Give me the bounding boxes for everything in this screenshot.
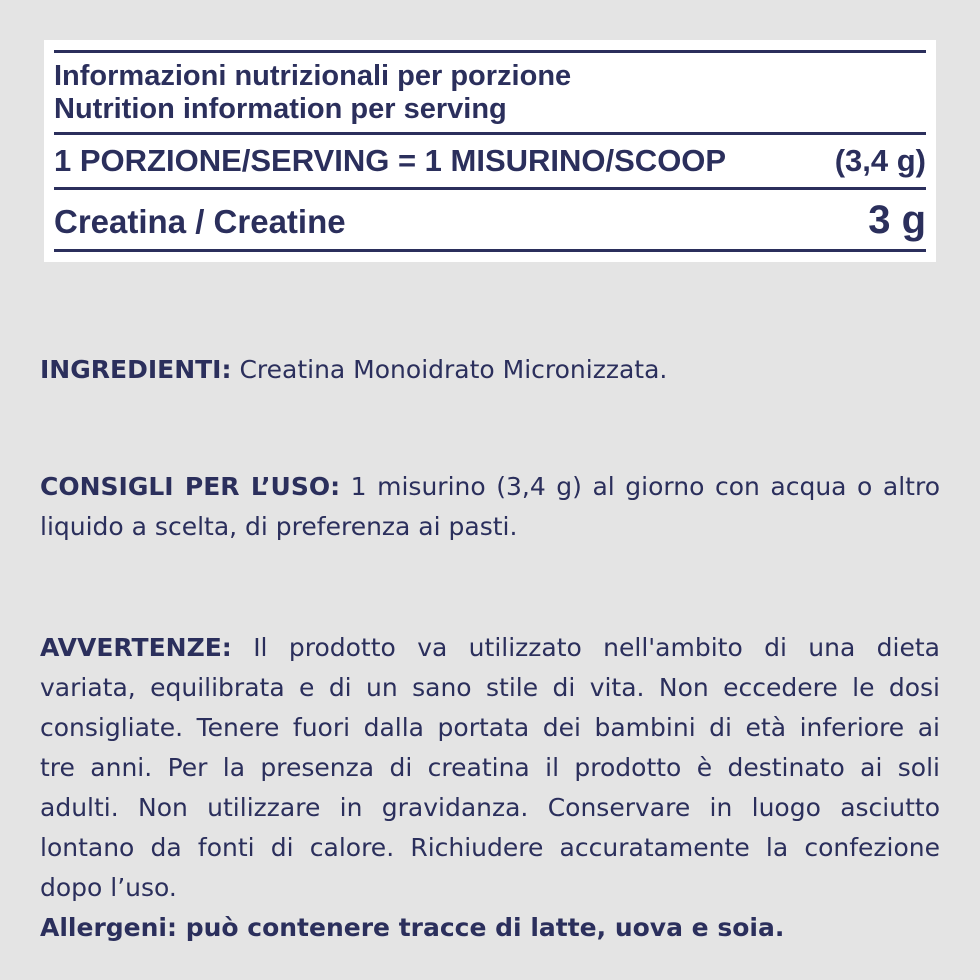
ingredients-label: INGREDIENTI: xyxy=(40,355,232,384)
usage-section xyxy=(40,467,940,547)
warnings-line-5: adulti. Non utilizzare in gravidanza. Conservare in luogo asciutto xyxy=(40,793,940,822)
nutrient-amount: 3 g xyxy=(868,198,926,242)
warnings-line-3: consigliate. Tenere fuori dalla portata dei bambini di età inferiore ai xyxy=(40,713,940,742)
warnings-section xyxy=(40,628,940,948)
usage-line-1: 1 misurino (3,4 g) al giorno con acqua o altro xyxy=(350,472,940,501)
warnings-line-6: lontano da fonti di calore. Richiudere accuratamente la confezione xyxy=(40,833,940,862)
nutrition-table xyxy=(44,40,936,262)
usage-label: CONSIGLI PER L’USO: xyxy=(40,472,341,501)
allergens-notice: Allergeni: può contenere tracce di latte, uova e soia. xyxy=(40,913,785,942)
table-rule-top xyxy=(54,50,926,53)
nutrient-name: Creatina / Creatine xyxy=(54,203,346,240)
serving-label: 1 PORZIONE/SERVING = 1 MISURINO/SCOOP xyxy=(54,143,727,178)
table-title-it: Informazioni nutrizionali per porzione xyxy=(54,60,572,92)
warnings-line-2: variata, equilibrata e di un sano stile di vita. Non eccedere le dosi xyxy=(40,673,940,702)
table-rule-serving xyxy=(54,187,926,190)
table-rule-bottom xyxy=(54,249,926,252)
warnings-line-7: dopo l’uso. xyxy=(40,873,177,902)
warnings-line-4: tre anni. Per la presenza di creatina il prodotto è destinato ai soli xyxy=(40,753,940,782)
serving-amount: (3,4 g) xyxy=(834,143,926,178)
table-title-en: Nutrition information per serving xyxy=(54,93,507,125)
serving-row xyxy=(54,143,926,179)
usage-line-2: liquido a scelta, di preferenza ai pasti. xyxy=(40,512,518,541)
warnings-label: AVVERTENZE: xyxy=(40,633,232,662)
ingredients-text: Creatina Monoidrato Micronizzata. xyxy=(239,355,668,384)
table-rule-header xyxy=(54,132,926,135)
nutrient-row xyxy=(54,198,926,243)
ingredients-section xyxy=(40,350,940,390)
warnings-line-1: Il prodotto va utilizzato nell'ambito di una dieta xyxy=(253,633,940,662)
